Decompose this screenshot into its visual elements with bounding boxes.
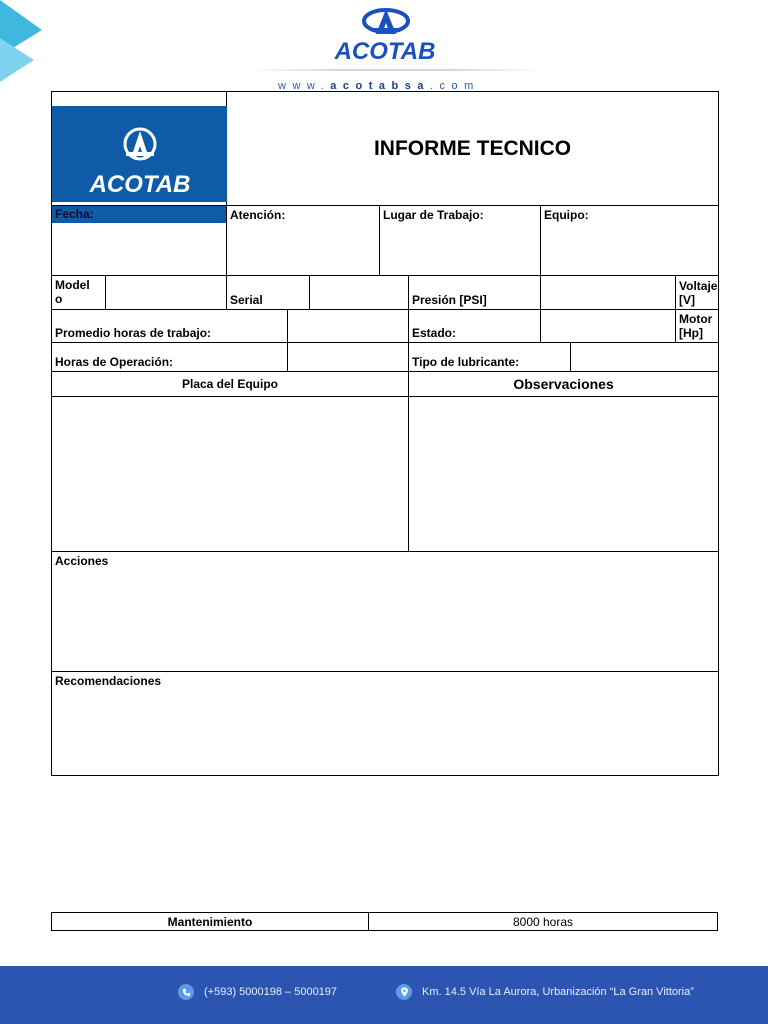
lugar-trabajo-cell[interactable] [380,206,541,276]
voltaje-label-cell [676,276,719,310]
estado-label: Estado: [412,326,457,340]
header-divider [250,69,540,71]
acciones-label: Acciones [55,554,109,568]
report-title: INFORME TECNICO [227,92,719,206]
recomendaciones-area[interactable] [52,672,719,776]
lugar-trabajo-label: Lugar de Trabajo: [383,208,484,222]
acotab-logo [52,106,227,202]
report-form [51,91,719,776]
logo-emblem-icon [125,129,155,159]
modelo-value-cell[interactable] [106,276,227,310]
fecha-label: Fecha: [52,206,226,223]
motor-label-cell [676,310,719,343]
phone-icon [178,984,194,1000]
placa-header: Placa del Equipo [52,372,409,397]
serial-label-cell [227,276,310,310]
voltaje-label: Voltaje [V] [679,279,718,307]
acotab-header-logo [310,4,460,66]
equipo-label: Equipo: [544,208,589,222]
logo-emblem-icon [364,9,408,34]
presion-value-cell[interactable] [541,276,676,310]
modelo-label-cell: Model o [52,276,106,310]
footer-phone[interactable] [178,984,337,1000]
presion-label-cell [409,276,541,310]
header-brand-text: ACOTAB [334,38,436,65]
corner-decoration [0,0,50,90]
maintenance-label: Mantenimiento [52,913,369,931]
placa-area[interactable] [52,397,409,552]
footer-phone-text: (+593) 5000198 – 5000197 [204,986,338,998]
observaciones-area[interactable] [409,397,719,552]
lubricante-value-cell[interactable] [571,343,719,372]
footer-bar [0,966,768,1024]
promedio-label-cell [52,310,288,343]
estado-value-cell[interactable] [541,310,676,343]
lubricante-label-cell [409,343,571,372]
website-url[interactable]: www.acotabsa.com [278,80,480,92]
promedio-value-cell[interactable] [288,310,409,343]
equipo-cell[interactable] [541,206,719,276]
recomendaciones-label: Recomendaciones [55,674,162,688]
logo-brand-text: ACOTAB [89,171,191,198]
maintenance-table [51,912,718,931]
estado-label-cell [409,310,541,343]
horas-operacion-value-cell[interactable] [288,343,409,372]
atencion-label: Atención: [230,208,286,222]
atencion-cell[interactable] [227,206,380,276]
promedio-label: Promedio horas de trabajo: [55,326,212,340]
lubricante-label: Tipo de lubricante: [412,355,520,369]
motor-label: Motor [Hp] [679,312,713,340]
horas-operacion-label-cell [52,343,288,372]
location-pin-icon [396,984,412,1000]
serial-label: Serial [230,293,263,307]
horas-operacion-label: Horas de Operación: [55,355,174,369]
logo-cell [52,92,227,206]
maintenance-value: 8000 horas [369,913,718,931]
footer-address-text: Km. 14.5 Vía La Aurora, Urbanización “La Gran Vittoria” [422,986,694,998]
footer-address[interactable] [396,984,694,1000]
acotab-logo-box [52,106,227,202]
observaciones-header: Observaciones [409,372,719,397]
fecha-cell[interactable] [52,206,227,276]
acciones-area[interactable] [52,552,719,672]
presion-label: Presión [PSI] [412,293,487,307]
serial-value-cell[interactable] [310,276,409,310]
